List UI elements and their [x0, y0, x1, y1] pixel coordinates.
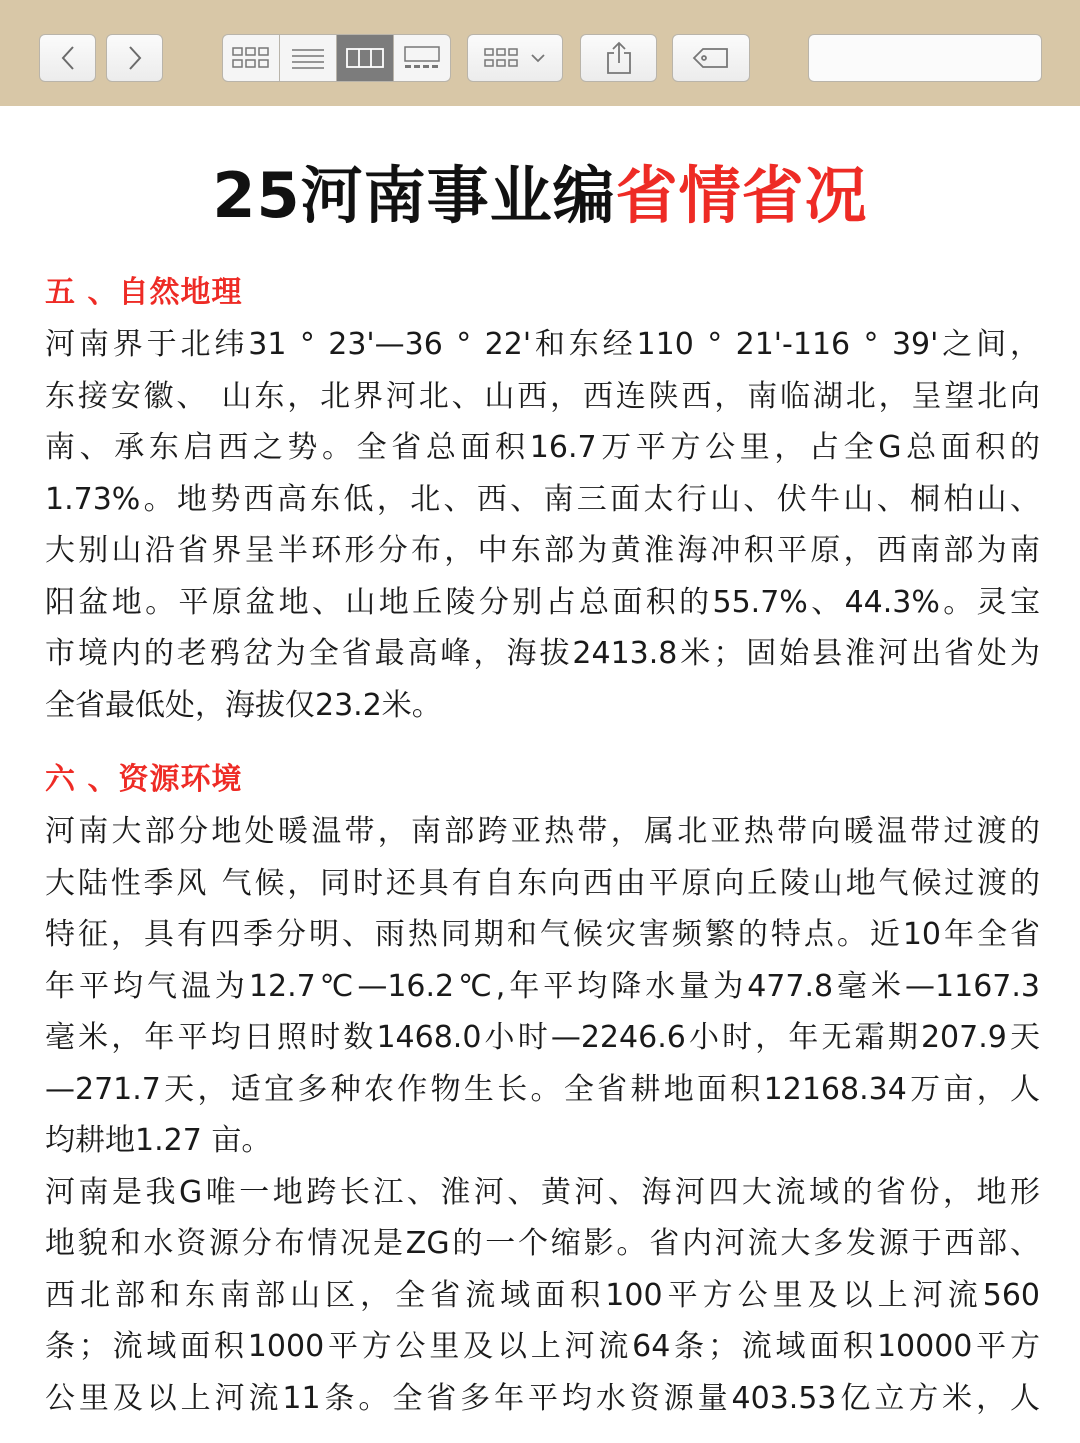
- text-line: 西北部和东南部山区，全省流域面积100平方公里及以上河流560: [45, 1277, 1040, 1313]
- text-line: —271.7天，适宜多种农作物生长。全省耕地面积12168.34万亩，人: [45, 1071, 1040, 1107]
- text-line: 河南界于北纬31 ° 23'—36 ° 22'和东经110 ° 21'-116 ° 39'之间，: [45, 327, 1040, 362]
- tag-button[interactable]: [672, 34, 750, 82]
- text-line: 特征，具有四季分明、雨热同期和气候灾害频繁的特点。近10年全省: [45, 917, 1040, 952]
- search-field[interactable]: [808, 34, 1042, 82]
- text-line: 大别山沿省界呈半环形分布，中东部为黄淮海冲积平原，西南部为南: [45, 533, 1040, 568]
- column-view-button[interactable]: [337, 35, 394, 81]
- text-line: 1.73%。地势西高东低，北、西、南三面太行山、伏牛山、桐柏山、: [45, 481, 1040, 517]
- chevron-down-icon: [530, 52, 546, 64]
- toolbar: [0, 0, 1080, 106]
- text-line: 毫米，年平均日照时数1468.0小时—2246.6小时，年无霜期207.9天: [45, 1020, 1040, 1055]
- text-line: 大陆性季风 气候，同时还具有自东向西由平原向丘陵山地气候过渡的: [45, 865, 1040, 901]
- grid-icon: [232, 46, 270, 70]
- text-line: 南、承东启西之势。全省总面积16.7万平方公里，占全G总面积的: [45, 430, 1040, 465]
- title-main: 25河南事业编: [212, 159, 616, 232]
- back-button[interactable]: [39, 34, 96, 82]
- tag-icon: [692, 47, 730, 69]
- section-body-nature: [45, 319, 1040, 731]
- list-icon: [291, 47, 325, 69]
- gallery-view-button[interactable]: [394, 35, 450, 81]
- share-icon: [605, 41, 633, 75]
- icon-view-button[interactable]: [223, 35, 280, 81]
- text-line: 年平均气温为12.7℃—16.2℃,年平均降水量为477.8毫米—1167.3: [45, 968, 1040, 1004]
- text-line: 地貌和水资源分布情况是ZG的一个缩影。省内河流大多发源于西部、: [45, 1226, 1040, 1261]
- section-heading-nature: 五 、自然地理: [45, 275, 243, 310]
- text-line: 东接安徽、 山东，北界河北、山西，西连陕西，南临湖北，呈望北向: [45, 378, 1040, 414]
- search-input[interactable]: [829, 45, 1080, 71]
- text-line: 阳盆地。平原盆地、山地丘陵分别占总面积的55.7%、44.3%。灵宝: [45, 584, 1040, 620]
- section-body-resources: [45, 806, 1040, 1424]
- list-view-button[interactable]: [280, 35, 337, 81]
- text-line: 全省最低处，海拔仅23.2米。: [45, 687, 442, 723]
- text-line: 均耕地1.27 亩。: [45, 1123, 272, 1158]
- text-line: 河南是我G唯一地跨长江、淮河、黄河、海河四大流域的省份，地形: [45, 1174, 1040, 1210]
- chevron-right-icon: [127, 45, 143, 71]
- forward-button[interactable]: [106, 34, 163, 82]
- section-heading-resources: 六 、资源环境: [45, 762, 243, 797]
- text-line: 公里及以上河流11条。全省多年平均水资源量403.53亿立方米，人: [45, 1380, 1040, 1416]
- page-title: [0, 156, 1080, 236]
- gallery-icon: [403, 46, 441, 70]
- text-line: 市境内的老鸦岔为全省最高峰，海拔2413.8米；固始县淮河出省处为: [45, 636, 1040, 671]
- group-by-button[interactable]: [467, 34, 563, 82]
- text-line: 河南大部分地处暖温带，南部跨亚热带，属北亚热带向暖温带过渡的: [45, 814, 1040, 849]
- chevron-left-icon: [60, 45, 76, 71]
- title-highlight: 省情省况: [615, 159, 868, 232]
- text-line: 条；流域面积1000平方公里及以上河流64条；流域面积10000平方: [45, 1329, 1040, 1364]
- view-mode-segmented-control: [222, 34, 451, 82]
- share-button[interactable]: [580, 34, 657, 82]
- grid-icon: [484, 47, 520, 69]
- columns-icon: [346, 47, 384, 69]
